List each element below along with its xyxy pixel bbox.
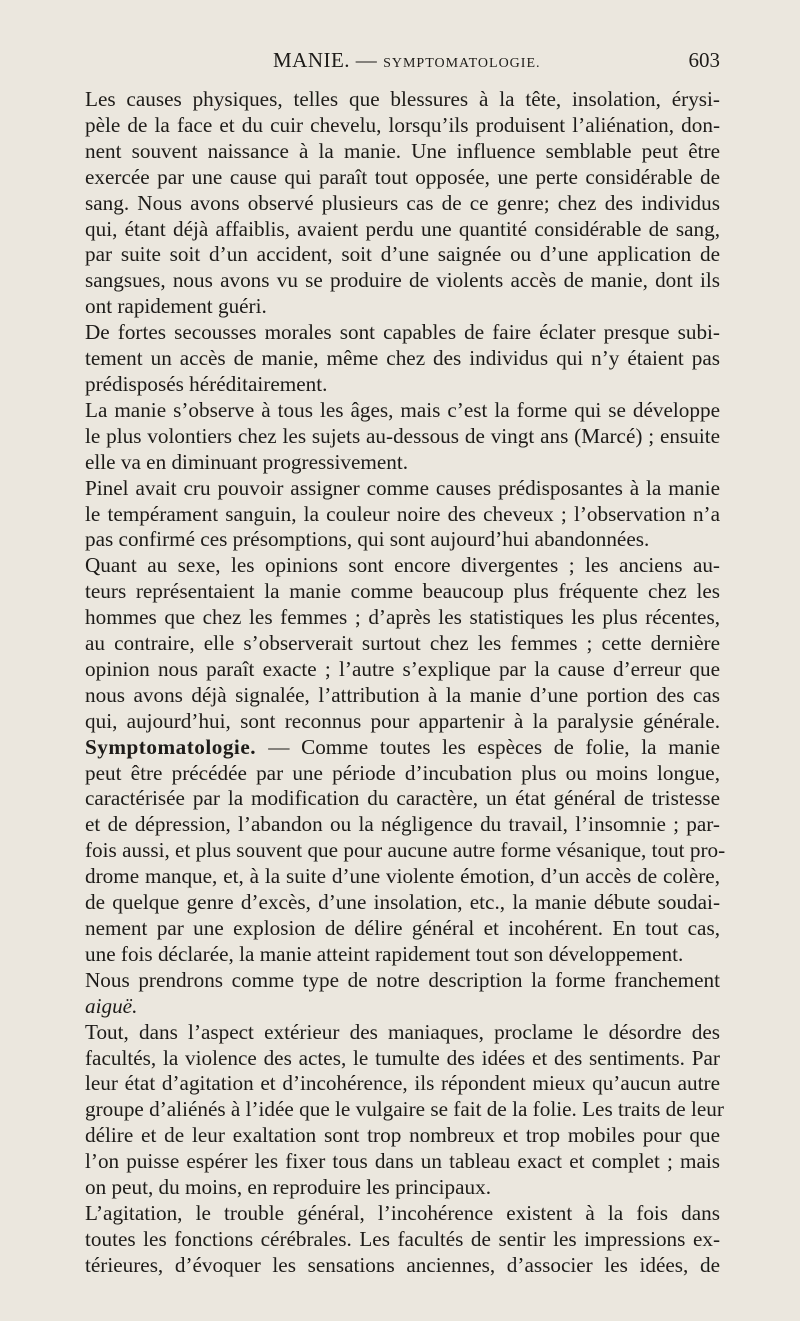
text-line: Tout, dans l’aspect extérieur des maniaques, proclame le désordre des: [85, 1019, 720, 1044]
text-line: fois aussi, et plus souvent que pour aucune autre forme vésanique, tout pro-: [85, 838, 726, 863]
text-line: au contraire, elle s’observerait surtout chez les femmes ; cette dernière: [85, 631, 720, 656]
running-title-main: MANIE. —: [272, 48, 378, 72]
text-line: une fois déclarée, la manie atteint rapidement tout son développement.: [85, 941, 684, 966]
text-line: Nous prendrons comme type de notre description la forme franchement: [85, 967, 720, 992]
section-heading: Symptomatologie.: [85, 734, 269, 759]
text-line: pèle de la face et du cuir chevelu, lorsqu’ils produisent l’aliénation, don-: [85, 112, 720, 137]
text-line: on peut, du moins, en reproduire les principaux.: [85, 1175, 491, 1200]
text-line: tement un accès de manie, même chez des individus qui n’y étaient pas: [85, 346, 720, 371]
text-line-content: — Comme toutes les espèces de folie, la manie: [268, 734, 720, 759]
running-header: [85, 48, 720, 78]
text-line: peut être précédée par une période d’incubation plus ou moins longue,: [85, 760, 720, 785]
text-line: La manie s’observe à tous les âges, mais c’est la forme qui se développe: [85, 397, 720, 422]
text-line: térieures, d’évoquer les sensations anciennes, d’associer les idées, de: [85, 1252, 720, 1277]
text-line: Les causes physiques, telles que blessures à la tête, insolation, érysi-: [85, 87, 720, 111]
text-line: prédisposés héréditairement.: [85, 371, 328, 396]
text-line: caractérisée par la modification du caractère, un état général de tristesse: [85, 786, 720, 811]
text-line: par suite soit d’un accident, soit d’une saignée ou d’une application de: [85, 242, 720, 267]
text-line: délire et de leur exaltation sont trop nombreux et trop mobiles pour que: [85, 1123, 720, 1148]
text-line: facultés, la violence des actes, le tumulte des idées et des sentiments. Par: [85, 1045, 720, 1070]
text-line: qui, aujourd’hui, sont reconnus pour appartenir à la paralysie générale.: [85, 708, 720, 733]
text-line: qui, étant déjà affaiblis, avaient perdu une quantité considérable de sang,: [85, 216, 720, 241]
text-line: elle va en diminuant progressivement.: [85, 449, 409, 474]
text-line: toutes les fonctions cérébrales. Les facultés de sentir les impressions ex-: [85, 1226, 720, 1251]
text-line: l’on puisse espérer les fixer tous dans un tableau exact et complet ; mais: [85, 1149, 720, 1174]
page-number: 603: [688, 48, 720, 72]
text-line: L’agitation, le trouble général, l’incohérence existent à la fois dans: [85, 1200, 720, 1225]
text-line: [85, 735, 720, 761]
text-line: pas confirmé ces présomptions, qui sont aujourd’hui abandonnées.: [85, 527, 650, 552]
text-line: drome manque, et, à la suite d’une violente émotion, d’un accès de colère,: [85, 864, 720, 889]
text-line: de quelque genre d’excès, d’une insolation, etc., la manie débute soudai-: [85, 890, 720, 915]
text-line: nement par une explosion de délire général et incohérent. En tout cas,: [85, 916, 720, 940]
text-line: le tempérament sanguin, la couleur noire des cheveux ; l’observation n’a: [85, 501, 720, 526]
text-line: exercée par une cause qui paraît tout opposée, une perte considérable de: [85, 164, 720, 189]
text-line: ont rapidement guéri.: [85, 294, 267, 319]
text-line: aiguë.: [85, 993, 138, 1018]
text-line: opinion nous paraît exacte ; l’autre s’explique par la cause d’erreur que: [85, 656, 720, 681]
text-line: le plus volontiers chez les sujets au-dessous de vingt ans (Marcé) ; ensuite: [85, 423, 720, 448]
running-title: [85, 48, 689, 73]
text-line: sang. Nous avons observé plusieurs cas de ce genre; chez des individus: [85, 190, 720, 215]
text-line: nous avons déjà signalée, l’attribution à la manie d’une portion des cas: [85, 682, 720, 707]
text-line: Quant au sexe, les opinions sont encore divergentes ; les anciens au-: [85, 553, 720, 578]
text-line: groupe d’aliénés à l’idée que le vulgaire se fait de la folie. Les traits de leur: [85, 1097, 724, 1122]
text-line: leur état d’agitation et d’incohérence, ils répondent mieux qu’aucun autre: [85, 1071, 720, 1096]
text-line: et de dépression, l’abandon ou la négligence du travail, l’insomnie ; par-: [85, 812, 720, 837]
running-title-sub: SYMPTOMATOLOGIE.: [383, 56, 541, 71]
text-line: teurs représentaient la manie comme beaucoup plus fréquente chez les: [85, 579, 720, 604]
text-line: hommes que chez les femmes ; d’après les statistiques les plus récentes,: [85, 605, 720, 630]
text-line: sangsues, nous avons vu se produire de violents accès de manie, dont ils: [85, 268, 720, 293]
text-line: Pinel avait cru pouvoir assigner comme causes prédisposantes à la manie: [85, 475, 720, 500]
body-text: [85, 87, 726, 1279]
text-line: nent souvent naissance à la manie. Une influence semblable peut être: [85, 138, 720, 163]
text-line: De fortes secousses morales sont capables de faire éclater presque subi-: [85, 320, 720, 345]
